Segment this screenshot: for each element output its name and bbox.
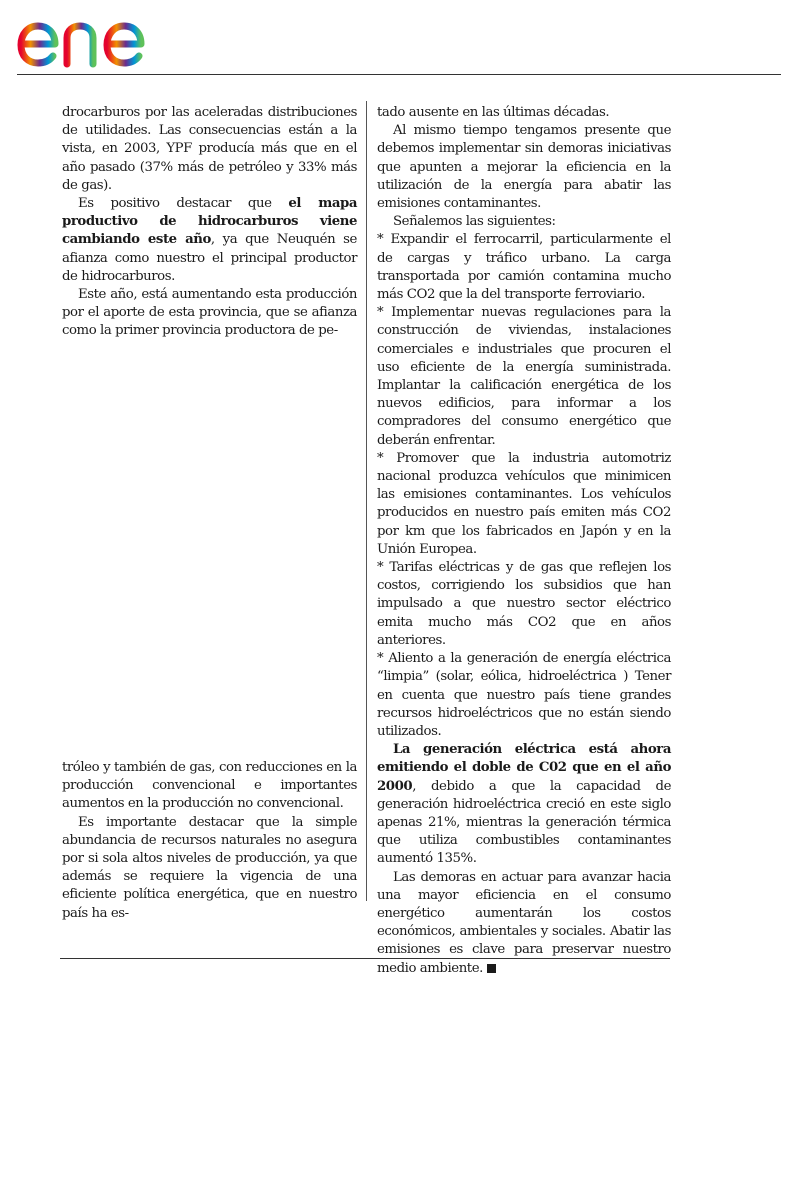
article-paragraph [377, 869, 671, 978]
article-column-2 [377, 104, 671, 978]
article-paragraph [377, 559, 671, 650]
text-run: * Tarifas eléctricas y de gas que reflejen los costos, corrigiendo los subsidios que han impulsado a que nuestro sector eléctrico emita mucho más CO2 que en años anteriores. [377, 560, 671, 648]
bold-text: el mapa productivo de hidrocarburos viene cambiando este año [62, 196, 358, 248]
article-paragraph [377, 650, 671, 741]
text-run: * Expandir el ferrocarril, particularmente el de cargas y tráfico urbano. La carga transportada por camión contamina mucho más CO2 que la del transporte ferroviario. [377, 232, 671, 303]
article-paragraph [377, 122, 671, 213]
text-run: Es positivo destacar que [78, 196, 289, 212]
bottom-rule [60, 958, 670, 959]
enel-logo [17, 6, 177, 68]
article-column-1-continuation [62, 759, 357, 923]
article-paragraph [62, 759, 357, 814]
text-run: * Implementar nuevas regulaciones para la construcción de viviendas, instalaciones comerciales e industriales que procuren el uso eficiente de la energía suministrada. Implantar la calificación energética de los nuevos edificios, para informar a los compradores del consumo energético que deberán enfrentar. [377, 305, 671, 448]
text-run: tado ausente en las últimas décadas. [377, 105, 610, 120]
text-run: Este año, está aumentando esta producción por el aporte de esta provincia, que se afianza como la primer provincia productora de pe- [62, 287, 357, 339]
text-run: tróleo y también de gas, con reducciones en la producción convencional e importantes aumentos en la producción no convencional. [62, 760, 357, 812]
article-paragraph [377, 304, 671, 450]
text-run: * Aliento a la generación de energía eléctrica “limpia” (solar, eólica, hidroeléctrica ) Tener en cuenta que nuestro país tiene grandes recursos hidroeléctricos que no están siendo utilizados. [377, 651, 671, 739]
article-paragraph [62, 286, 357, 341]
end-of-article-square-icon [487, 964, 496, 973]
top-rule [17, 74, 781, 75]
article-paragraph [377, 741, 671, 868]
article-paragraph [377, 450, 671, 559]
text-run: Las demoras en actuar para avanzar hacia una mayor eficiencia en el consumo energético aumentarán los costos económicos, ambientales y sociales. Abatir las emisiones es clave para preservar nuestro medio ambiente. [377, 869, 671, 976]
text-run: drocarburos por las aceleradas distribuciones de utilidades. Las consecuencias están a la vista, en 2003, YPF producía más que en el año pasado (37% más de petróleo y 33% más de gas). [62, 105, 357, 193]
article-paragraph [377, 104, 671, 122]
column-divider [366, 101, 367, 901]
article-paragraph [62, 195, 357, 286]
bold-text: La generación eléctrica está ahora emitiendo el doble de C02 que en el año 2000 [377, 742, 671, 794]
article-paragraph [377, 213, 671, 231]
text-run: , ya que Neuquén se afianza como nuestro el principal productor de hidrocarburos. [62, 232, 357, 284]
article-paragraph [62, 814, 357, 923]
text-run: Es importante destacar que la simple abundancia de recursos naturales no asegura por si sola altos niveles de producción, ya que además se requiere la vigencia de una eficiente política energética, que en nuestro país ha es- [62, 814, 357, 921]
text-run: * Promover que la industria automotriz nacional produzca vehículos que minimicen las emisiones contaminantes. Los vehículos producidos en nuestro país emiten más CO2 por km que los fabricados en Japón y en la Unión Europea. [377, 450, 671, 557]
article-column-1 [62, 104, 357, 341]
text-run: Señalemos las siguientes: [393, 214, 556, 230]
text-run: , debido a que la capacidad de generación hidroeléctrica creció en este siglo apenas 21%, mientras la generación térmica que utiliza combustibles contaminantes aumentó 135%. [377, 778, 671, 867]
article-paragraph [377, 231, 671, 304]
article-paragraph [62, 104, 357, 195]
text-run: Al mismo tiempo tengamos presente que debemos implementar sin demoras iniciativas que apunten a mejorar la eficiencia en la utilización de la energía para abatir las emisiones contaminantes. [377, 123, 671, 212]
